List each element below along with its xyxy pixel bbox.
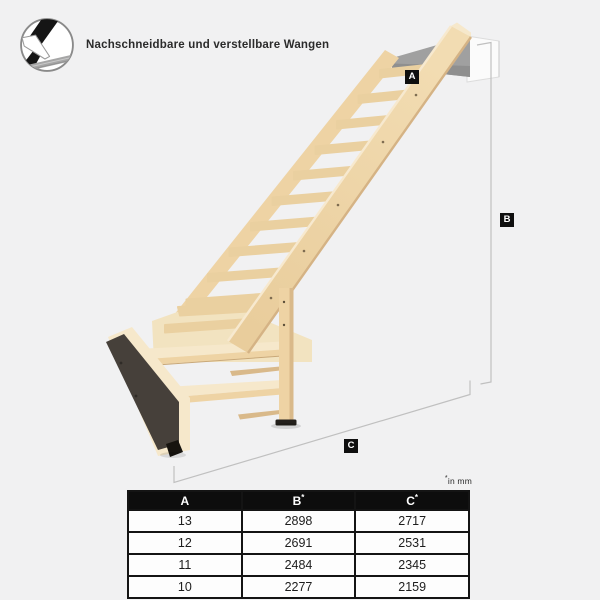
table-row	[128, 532, 469, 554]
cell-b: 2277	[242, 576, 356, 598]
feature-title: Nachschneidbare und verstellbare Wangen	[86, 39, 330, 51]
cell-b: 2691	[242, 532, 356, 554]
cell-c: 2345	[355, 554, 469, 576]
cell-steps: 11	[128, 554, 242, 576]
col-header-c: C*	[355, 491, 469, 510]
cell-c: 2717	[355, 510, 469, 532]
dim-label-a: A	[405, 70, 419, 84]
table-row	[128, 510, 469, 532]
dimension-line-b	[477, 43, 491, 385]
table-header-row	[128, 491, 469, 510]
dim-label-c: C	[344, 439, 358, 453]
cell-b: 2898	[242, 510, 356, 532]
cell-c: 2159	[355, 576, 469, 598]
cell-steps: 10	[128, 576, 242, 598]
cell-steps: 13	[128, 510, 242, 532]
unit-note	[418, 475, 472, 486]
unit-note-text: in mm	[447, 475, 472, 486]
dimensions-table	[127, 490, 470, 599]
cell-steps: 12	[128, 532, 242, 554]
unit-note-asterisk: *	[444, 475, 448, 482]
dim-label-b: B	[500, 213, 514, 227]
cell-c: 2531	[355, 532, 469, 554]
col-header-b: B*	[242, 491, 356, 510]
col-header-a: A	[128, 491, 242, 510]
table-row	[128, 554, 469, 576]
table-row	[128, 576, 469, 598]
wall-plate	[467, 36, 499, 82]
front-stringer	[228, 23, 471, 354]
cell-b: 2484	[242, 554, 356, 576]
